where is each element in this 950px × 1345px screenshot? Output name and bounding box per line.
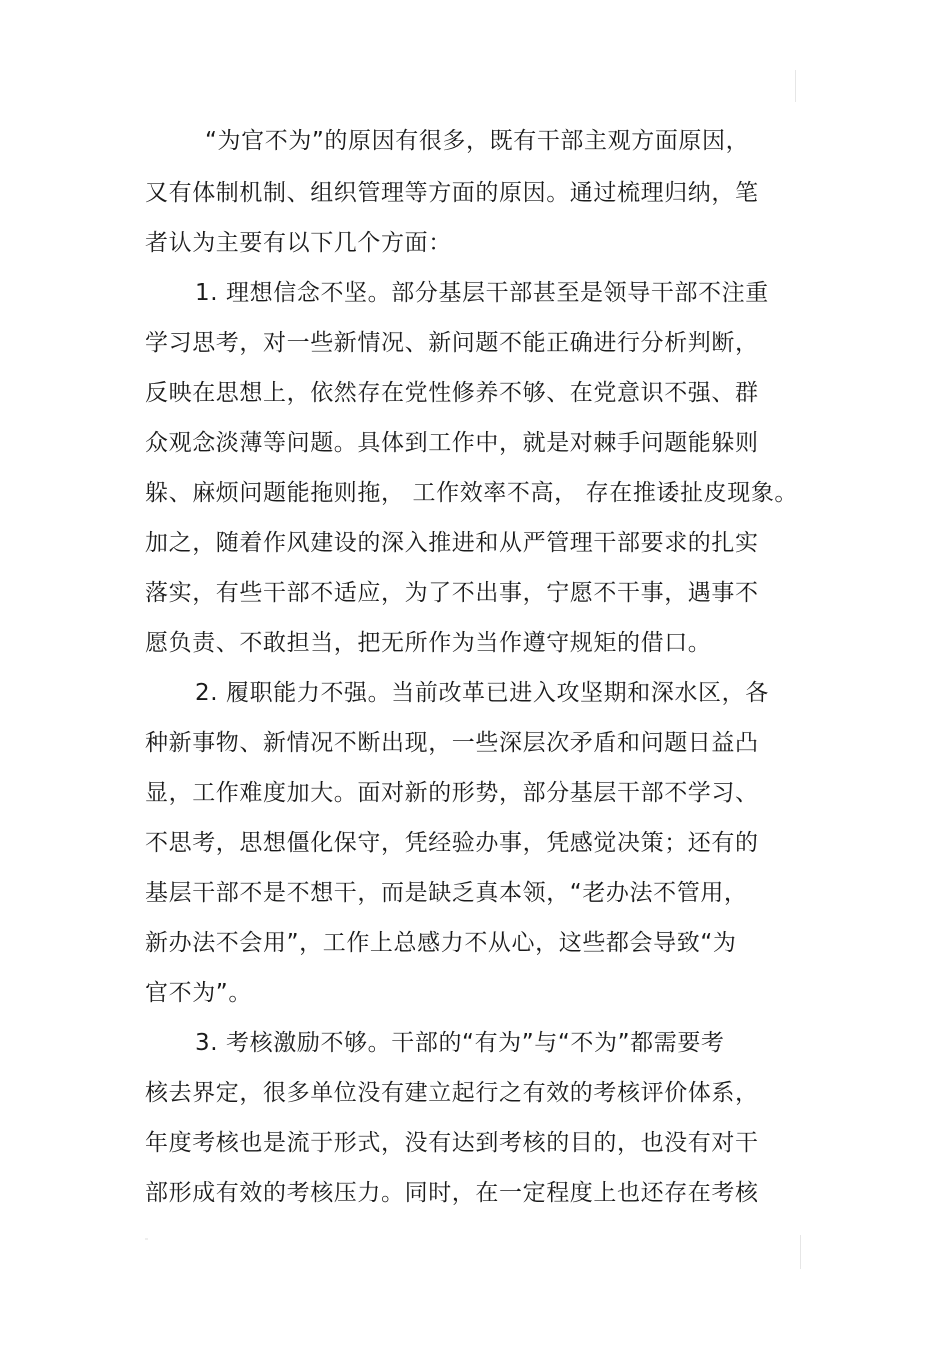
text-line: “为官不为”的原因有很多，既有干部主观方面原因， bbox=[205, 128, 750, 154]
text-line: 落实，有些干部不适应，为了不出事，宁愿不干事，遇事不 bbox=[145, 580, 759, 606]
text-line: 部形成有效的考核压力。同时，在一定程度上也还存在考核 bbox=[145, 1180, 759, 1206]
page-margin-mark-bottom bbox=[800, 1235, 801, 1269]
text-line: 学习思考，对一些新情况、新问题不能正确进行分析判断， bbox=[145, 330, 759, 356]
text-line: 种新事物、新情况不断出现，一些深层次矛盾和问题日益凸 bbox=[145, 730, 759, 756]
text-line: 愿负责、不敢担当，把无所作为当作遵守规矩的借口。 bbox=[145, 630, 712, 656]
text-line: 核去界定，很多单位没有建立起行之有效的考核评价体系， bbox=[145, 1080, 759, 1106]
page-margin-dot bbox=[145, 1238, 148, 1240]
text-line: 新办法不会用”，工作上总感力不从心，这些都会导致“为 bbox=[145, 930, 737, 956]
text-line: 众观念淡薄等问题。具体到工作中，就是对棘手问题能躲则 bbox=[145, 430, 759, 456]
text-line: 不思考，思想僵化保守，凭经验办事，凭感觉决策；还有的 bbox=[145, 830, 759, 856]
text-line: 2. 履职能力不强。当前改革已进入攻坚期和深水区，各 bbox=[195, 680, 769, 706]
text-line: 基层干部不是不想干，而是缺乏真本领，“老办法不管用， bbox=[145, 880, 748, 906]
text-line: 显，工作难度加大。面对新的形势，部分基层干部不学习、 bbox=[145, 780, 759, 806]
text-line: 者认为主要有以下几个方面： bbox=[145, 230, 452, 256]
text-line: 又有体制机制、组织管理等方面的原因。通过梳理归纳，笔 bbox=[145, 180, 759, 206]
text-line: 3. 考核激励不够。干部的“有为”与“不为”都需要考 bbox=[195, 1030, 725, 1056]
text-line: 官不为”。 bbox=[145, 980, 252, 1006]
text-line: 1. 理想信念不坚。部分基层干部甚至是领导干部不注重 bbox=[195, 280, 769, 306]
text-line: 加之，随着作风建设的深入推进和从严管理干部要求的扎实 bbox=[145, 530, 759, 556]
text-line: 躲、麻烦问题能拖则拖， 工作效率不高， 存在推诿扯皮现象。 bbox=[145, 480, 799, 506]
text-line: 反映在思想上，依然存在党性修养不够、在党意识不强、群 bbox=[145, 380, 759, 406]
text-line: 年度考核也是流于形式，没有达到考核的目的，也没有对干 bbox=[145, 1130, 759, 1156]
page-margin-mark-top bbox=[795, 70, 796, 102]
